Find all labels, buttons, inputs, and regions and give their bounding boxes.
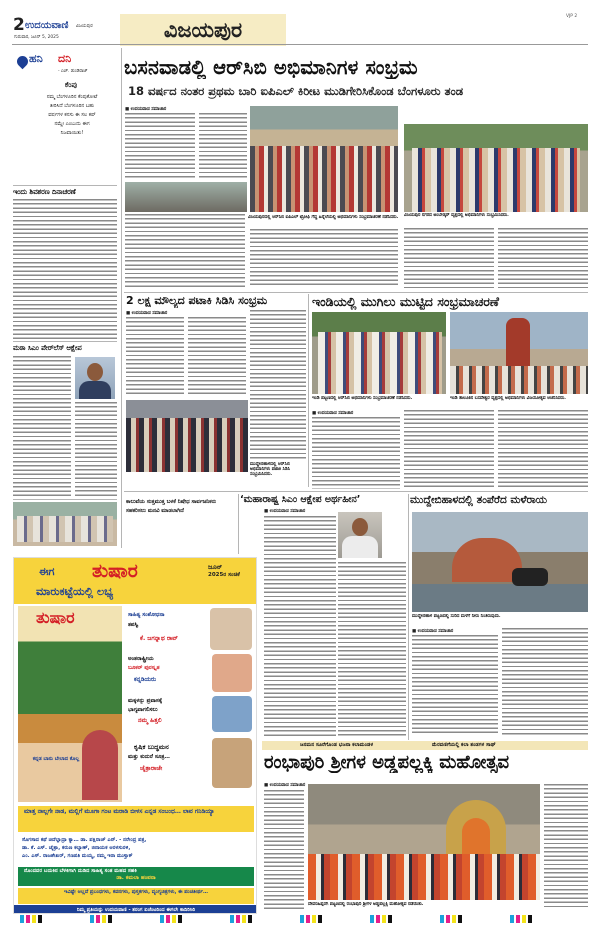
lead-byline: ■ ಉದಯವಾಣಿ ಸಮಾಚಾರ <box>125 107 167 112</box>
ad-row4: ಇವಿಷ್ಟೇ ಅಲ್ಲದೆ ಪ್ರಬಂಧಗಳು, ಕವನಗಳು, ಪುಸ್ತಕಗಳು, ವ್ಯಂಗ್ಯಚಿತ್ರಗಳು, ಈ ಪಂಚತೀರ್ಥ… <box>18 888 254 904</box>
header-rule <box>12 44 588 45</box>
mid-notice: ಕಾಲುವೆಯ ಸುತ್ತಮುತ್ತ ಬಳಕೆ ನಿಷೇಧ ಸಾರ್ವಜನಿಕರು ಸಹಕರಿಸಲು ಮನವಿ ಮಾಡಲಾಗಿದೆ <box>126 499 217 514</box>
crackers-headline: 2 ಲಕ್ಷ ಮೌಲ್ಯದ ಪಟಾಕಿ ಸಿಡಿಸಿ ಸಂಭ್ರಮ <box>126 294 268 307</box>
divider <box>124 491 588 492</box>
rain-cap: ಮುದ್ದೇಬಿಹಾಳ ಪಟ್ಟಣದಲ್ಲಿ ಸುರಿದ ಮಳೆಗೆ ನೀರು ನಿಂತಿರುವುದು. <box>412 614 501 619</box>
ad-feature4-a: ಕೃಷಿಕ ಬುದ್ಧಮನ <box>134 743 169 751</box>
ad-feature2-b: ಬೂಕರ್ ಪುರಸ್ಕೃತ <box>128 665 160 671</box>
lead-body-2 <box>125 214 245 288</box>
crackers-body-2 <box>188 317 246 397</box>
cover-text: ಕನ್ನಡ ಬಾನು ಬೇಲಾದ ಕೊಲ್ಲ <box>32 756 80 762</box>
lead-body-3 <box>250 229 398 288</box>
crackers-cap: ಮುದ್ದೇಬಿಹಾಳದಲ್ಲಿ ಆರ್‌ಸಿಬಿ ಅಭಿಮಾನಿಗಳು ಪಟಾಕಿ ಸಿಡಿಸಿ ಸಂಭ್ರಮಿಸಿದರು. <box>250 462 290 478</box>
maha-portrait <box>338 512 382 558</box>
india-body-3 <box>498 410 588 489</box>
crowd-shape <box>17 516 113 542</box>
portrait-photo <box>75 357 115 399</box>
person-body <box>342 536 378 558</box>
page-ref: VJP 2 <box>566 14 578 19</box>
ad-photo3 <box>212 696 252 732</box>
person-head <box>87 363 103 381</box>
honey-verse: ನಮ್ಮ ಬೆಂಗಳೂರಿನ ಕೆಂಪುಕೋಟೆ ತೀರಿಸಿದೆ ಬೆಂಗಳೂರಿನ ಬಹು ವರ್ಷಗಳ ಕನಸು ಈ ಸಲ ಕಪ್ ನಮ್ದೇ ಎಂಬುದು ಈಗ ನಿಜವಾಯಿತು! <box>46 94 98 136</box>
maha-headline: ‘ಮಹಾರಾಷ್ಟ್ರ ಸಿಎಂ ಆಕ್ಷೇಪ ಅರ್ಥಹೀನ’ <box>240 494 361 505</box>
crowd-shape <box>308 854 540 900</box>
rambhapuri-body <box>264 790 304 910</box>
motorbike <box>512 568 548 586</box>
india-byline: ■ ಉದಯವಾಣಿ ಸಮಾಚಾರ <box>312 411 354 416</box>
rain-photo <box>412 512 588 612</box>
crowd-shape <box>318 332 442 394</box>
ad-row2-c: ಎಂ. ಎಸ್. ರಾಜಶೇಖರ್, ಗಣಪತಿ ಮಯ್ಯ, ನಮ್ಮ ಇರಾ ಮುಸ್ತಾಕ್ <box>22 853 133 859</box>
crackers-body-3 <box>250 310 306 460</box>
india-body <box>312 417 400 489</box>
maha-byline: ■ ಉದಯವಾಣಿ ಸಮಾಚಾರ <box>264 509 306 514</box>
lead-headline: ಬಸನವಾಡಲ್ಲಿ ಆರ್‌ಸಿಬಿ ಅಭಿಮಾನಿಗಳ ಸಂಭ್ರಮ <box>124 56 418 79</box>
india-cap2: ಇಂಡಿ ತಾಲೂಕಿನ ಬಸವೇಶ್ವರ ವೃತ್ತದಲ್ಲಿ ಅಭಿಮಾನಿಗಳು ವಿಜಯೋತ್ಸವ ಆಚರಿಸಿದರು. <box>450 396 566 401</box>
cover-woman <box>82 730 118 800</box>
left-news-body-cont <box>75 402 117 496</box>
divider <box>13 499 117 500</box>
cover-logo: ತುಷಾರ <box>36 608 75 627</box>
ad-row3-name: ಡಾ. ಕಮಲಾ ಹಂಪನಾ <box>116 875 156 881</box>
edition-label: ವಿಜಯಪುರ <box>76 24 93 29</box>
rambhapuri-photo <box>308 784 540 900</box>
ad-brand: ತುಷಾರ <box>92 560 138 582</box>
ad-photo4 <box>212 738 252 788</box>
rambhapuri-headline: ರಂಭಾಪುರಿ ಶ್ರೀಗಳ ಅಡ್ಡಪಲ್ಲಕ್ಕಿ ಮಹೋತ್ಸವ <box>264 752 510 773</box>
ad-feature4-c: ಚೈತ್ರಾರಾಜೇ <box>140 765 163 772</box>
magazine-cover <box>18 606 122 802</box>
ad-feature4-b: ಮತ್ತು ಕುದುರೆ ಸೂತ್ರ… <box>128 754 170 760</box>
india-body-2 <box>404 410 494 489</box>
column-rule <box>308 294 309 487</box>
rain-byline: ■ ಉದಯವಾಣಿ ಸಮಾಚಾರ <box>412 629 454 634</box>
section-title: ವಿಜಯಪುರ <box>120 14 286 46</box>
rain-body-2 <box>502 628 588 736</box>
swamiji-figure <box>462 818 490 858</box>
lead-photo-main <box>250 106 398 212</box>
crackers-body <box>126 317 184 397</box>
column-rule <box>238 494 239 554</box>
divider <box>124 292 588 293</box>
person-head <box>352 518 368 536</box>
ad-month: ಜೂನ್ <box>208 563 223 571</box>
tushara-ad[interactable] <box>13 557 257 914</box>
crackers-photo <box>126 400 248 472</box>
ad-feature1-c: ಕೆ. ಜಗನ್ನಾಥ ರಾವ್ <box>140 635 178 642</box>
lead-body-col2 <box>199 113 247 180</box>
ad-row3 <box>18 867 254 886</box>
left-news-body <box>13 356 71 496</box>
registration-marks <box>20 915 580 923</box>
column-rule <box>121 48 122 548</box>
india-headline: ಇಂಡಿಯಲ್ಲಿ ಮುಗಿಲು ಮುಟ್ಟಿದ ಸಂಭ್ರಮಾಚರಣೆ <box>312 294 500 309</box>
person-body <box>79 381 111 399</box>
india-photo1 <box>312 312 446 394</box>
divider <box>13 185 117 186</box>
lead-photo-left <box>125 182 247 212</box>
crackers-byline: ■ ಉದಯವಾಣಿ ಸಮಾಚಾರ <box>126 311 168 316</box>
honey-logo-b: ದನಿ <box>58 52 72 65</box>
statue-shape <box>506 318 530 366</box>
ad-feature3-a: ಮಕ್ಕಳನ್ನು ಪ್ರವಾಸಕ್ಕೆ <box>128 698 163 704</box>
ad-feature2-a: ಅಂತರಾಷ್ಟ್ರೀಯ <box>128 656 154 662</box>
column-rule <box>408 494 409 740</box>
rambhapuri-body-2 <box>544 784 588 910</box>
honey-author: - ಎಚ್. ಡುಂಡಿರಾಜ್ <box>58 69 88 74</box>
rambhapuri-strap-right: ಮೆರವಣಿಗೆಯಲ್ಲಿ ಕಲಾ ತಂಡಗಳ ಸಾಥ್ <box>432 742 496 748</box>
today-body <box>13 199 117 339</box>
honey-title: ಕೆಂಪು <box>64 81 78 89</box>
ad-photo2 <box>212 654 252 692</box>
rain-headline: ಮುದ್ದೇಬಿಹಾಳದಲ್ಲಿ ತಂಪೆರೆದ ಮಳೆರಾಯ <box>410 494 548 506</box>
ad-row2-b: ಡಾ. ಕೆ. ಎಸ್. ಚೈತ್ರಾ, ಕರುಣ ಕಲ್ಯಾಣ್, ಜಿನಾಯಕ ಅರಳಸುರಳಿ, <box>22 845 131 851</box>
ad-feature3-c: ನಮ್ಮ ಹಿತ್ತಲಿ <box>138 717 162 724</box>
honey-dani-box <box>13 48 117 183</box>
crowd-shape <box>412 148 580 212</box>
issue-date: ಗುರುವಾರ, ಜೂನ್ 5, 2025 <box>14 35 59 40</box>
ad-issue: 2025ರ ಸಂಚಿಕೆ <box>208 572 240 578</box>
ad-photo1 <box>210 608 252 650</box>
ad-feature1-b: ತಪಸ್ವಿ <box>128 622 139 628</box>
rain-body <box>412 635 498 736</box>
lead-subhead: 18 ವರ್ಷದ ನಂತರ ಪ್ರಥಮ ಬಾರಿ ಐಪಿಎಲ್ ಕಿರೀಟ ಮುಡಿಗೇರಿಸಿಕೊಂಡ ಬೆಂಗಳೂರು ತಂಡ <box>128 84 464 98</box>
group-photo <box>13 502 117 546</box>
rambhapuri-cap: ದೇವರಹಿಪ್ಪರಗಿ ಪಟ್ಟಣದಲ್ಲಿ ರಂಭಾಪುರಿ ಶ್ರೀಗಳ ಅಡ್ಡಪಲ್ಲಕ್ಕಿ ಮಹೋತ್ಸವ ನಡೆಯಿತು. <box>308 902 424 907</box>
page-number: 2 <box>13 15 25 35</box>
left-news-heading: ಮಠಾ ಸಿಎಂ ಪೇರ್‌ಲೆಸ್ ಆಕ್ಷೇಪ <box>13 344 82 352</box>
ad-row2 <box>18 835 254 865</box>
crowd-shape <box>450 366 588 394</box>
ad-row1: ಮಾತ್ತ ನಾಲ್ಲಗೇ ನಾಡ, ಮಲ್ಲಿಗೆ ಮೂಗಾ ಗಂಟ ಮರಾಡಿ ಬೀಳಸ ಎನ್ನಡ ಸಂಬಂಧ… ಲಾವ ಗನಿಡಿಯ್ಯಾ <box>18 806 254 832</box>
today-heading: ಇಂದು ಶಿವಶರಣ ದಿನಾಚರಣೆ <box>13 188 76 196</box>
honey-drop-icon <box>15 54 31 70</box>
ad-feature3-b: ಭಾಗ್ಯವಾಗಲಿಸಲು <box>128 707 158 713</box>
ad-feature1-a: ಸಾಹಿತ್ಯ ಸಂಶೋಧನಾ <box>128 612 165 618</box>
lead-photo-right <box>404 124 588 212</box>
divider <box>13 341 117 342</box>
ad-market: ಮಾರುಕಟ್ಟೆಯಲ್ಲಿ ಲಭ್ಯ <box>36 585 114 598</box>
ad-feature2-c: ಕನ್ನಡಿಯರು <box>134 676 157 683</box>
masthead-logo: ಉದಯವಾಣಿ <box>25 20 69 31</box>
ad-row2-a: ಸೊಗಸಾದ ಕಥೆ ಚಿದೆಲ್ಲಾದ್ರಾ ಕ್ಯಾ… ಡಾ. ಪಕ್ಷಿರಾಜ್ ಎನ್. - ನರೇಂದ್ರ ಪತ್ರ, <box>22 837 147 843</box>
lead-body-4 <box>404 228 494 288</box>
maha-body <box>264 516 336 736</box>
lead-body <box>125 113 195 180</box>
india-cap1: ಇಂಡಿ ಪಟ್ಟಣದಲ್ಲಿ ಆರ್‌ಸಿಬಿ ಅಭಿಮಾನಿಗಳು ಸಂಭ್ರಮಾಚರಣೆ ನಡೆಸಿದರು. <box>312 396 413 401</box>
rambhapuri-byline: ■ ಉದಯವಾಣಿ ಸಮಾಚಾರ <box>264 783 306 788</box>
maha-body-2 <box>338 562 406 736</box>
ad-row3-text: ನೊಂದವರ ಬದುಕಿನ ಬೆಳಕಿಗಾಗಿ ದುಡಿದ ಸಾಹಿತ್ಯ ಸಂತ ಮಹದ ಸಹಕಿ <box>24 868 137 874</box>
crowd-shape <box>126 418 248 472</box>
crowd-shape <box>250 146 398 212</box>
india-photo2 <box>450 312 588 394</box>
rambhapuri-strap-left: ಜನಮನ ಸೂರೆಗೊಂಡ ಭಜನಾ ಕಲಾಮಂಡಳ <box>300 742 374 748</box>
lead-cap1: ವಿಜಯಪುರದಲ್ಲಿ ಆರ್‌ಸಿಬಿ ಐಪಿಎಲ್ ಟ್ರೋಫಿ ಗೆದ್ದ ಹಿನ್ನೆಲೆಯಲ್ಲಿ ಅಭಿಮಾನಿಗಳು ಸಂಭ್ರಮಾಚರಣೆ ನಡೆಸಿದರು. <box>248 215 399 220</box>
lead-body-5 <box>498 228 588 288</box>
honey-logo-a: ಹನಿ <box>29 52 43 65</box>
lead-cap2: ವಿಜಯಪುರ ನಗರದ ಅಂಬೇಡ್ಕರ್ ವೃತ್ತದಲ್ಲಿ ಅಭಿಮಾನಿಗಳು ಸಂಭ್ರಮಿಸಿದರು. <box>404 213 509 218</box>
ad-ee: ಈಗ <box>39 565 55 578</box>
ad-footer: ನಿಮ್ಮ ಪ್ರತಿಯನ್ನು ಉದಯವಾಣಿ - ತರಂಗ ಏಜೆಂಟರಿಂದ ಈಗಲೇ ಕಾದಿರಿಸಿರಿ <box>14 905 257 914</box>
